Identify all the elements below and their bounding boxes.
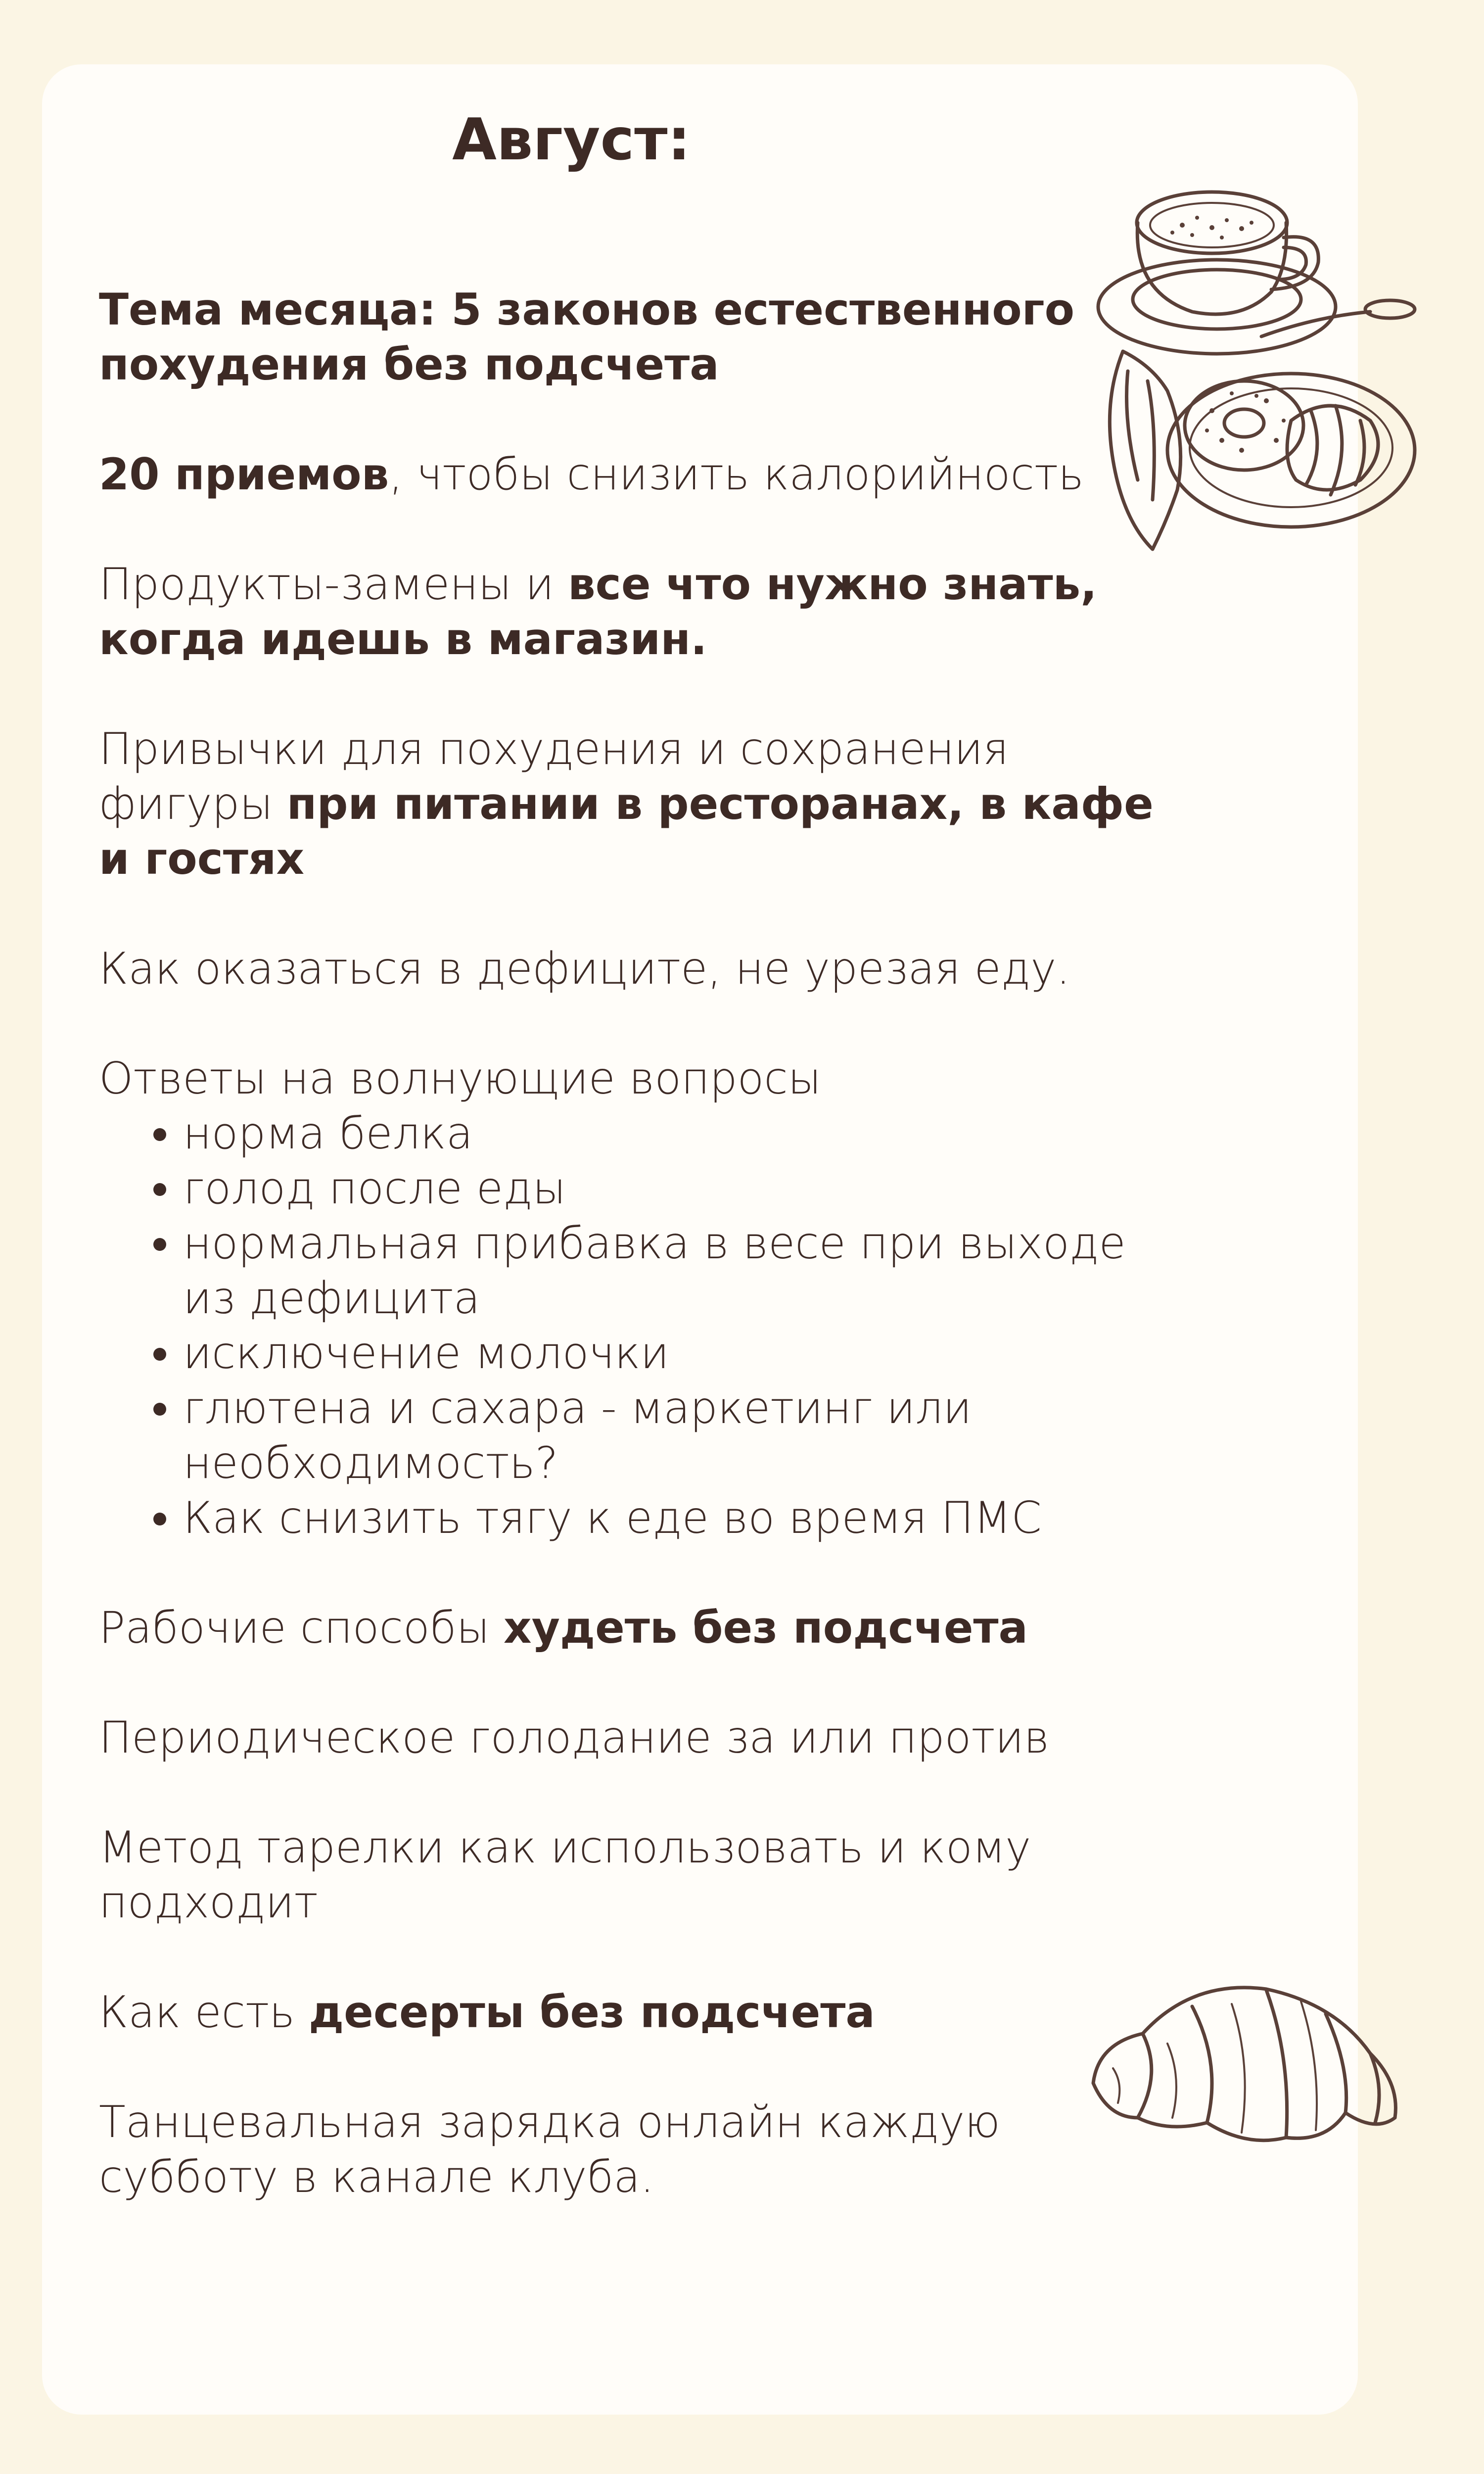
list-item: нормальная прибавка в весе при выходе из дефицита — [139, 1216, 1187, 1326]
croissant-icon — [1078, 1959, 1415, 2167]
habits-paragraph — [99, 721, 1187, 886]
products-plain: Продукты-замены и — [99, 559, 568, 610]
habits-plain: Привычки для похудения и сохранения фигуры — [99, 723, 1009, 829]
list-item: исключение молочки — [139, 1326, 1187, 1380]
questions-list — [99, 1106, 1187, 1545]
products-bold: все что нужно знать, когда идешь в магазин. — [99, 559, 1097, 665]
page-title: Август: — [452, 106, 691, 173]
tea-cup-and-pastries-icon — [1093, 143, 1420, 589]
methods-paragraph — [99, 1600, 1187, 1655]
plate-paragraph — [99, 1820, 1187, 1930]
fasting-paragraph — [99, 1710, 1187, 1765]
dance-text: Танцевальная зарядка онлайн каждую субботу в канале клуба. — [99, 2096, 1000, 2202]
tricks-rest: , чтобы снизить калорийность — [389, 449, 1084, 500]
fasting-text: Периодическое голодание за или против — [99, 1712, 1050, 1763]
deficit-paragraph — [99, 941, 1187, 996]
questions-heading: Ответы на волнующие вопросы — [99, 1053, 822, 1104]
deficit-text: Как оказаться в дефиците, не урезая еду. — [99, 943, 1070, 994]
content-body — [99, 282, 1187, 2259]
questions-block — [99, 1051, 1187, 1545]
methods-bold: худеть без подсчета — [503, 1602, 1028, 1653]
list-item: норма белка — [139, 1106, 1187, 1161]
dance-paragraph — [99, 2094, 1187, 2204]
tricks-bold: 20 приемов — [99, 449, 389, 500]
methods-plain: Рабочие способы — [99, 1602, 504, 1653]
theme-paragraph — [99, 282, 1187, 392]
tricks-paragraph — [99, 447, 1187, 502]
theme-text: Тема месяца: 5 законов естественного похудения без подсчета — [99, 284, 1075, 390]
desserts-paragraph — [99, 1985, 1187, 2040]
plate-text: Метод тарелки как использовать и кому подходит — [99, 1822, 1031, 1928]
list-item: Как снизить тягу к еде во время ПМС — [139, 1490, 1187, 1545]
desserts-bold: десерты без подсчета — [309, 1987, 875, 2038]
list-item: глютена и сахара - маркетинг или необходимость? — [139, 1380, 1187, 1490]
habits-bold: при питании в ресторанах, в кафе и гостях — [99, 778, 1154, 884]
products-paragraph — [99, 557, 1187, 666]
desserts-plain: Как есть — [99, 1987, 309, 2038]
list-item: голод после еды — [139, 1161, 1187, 1216]
